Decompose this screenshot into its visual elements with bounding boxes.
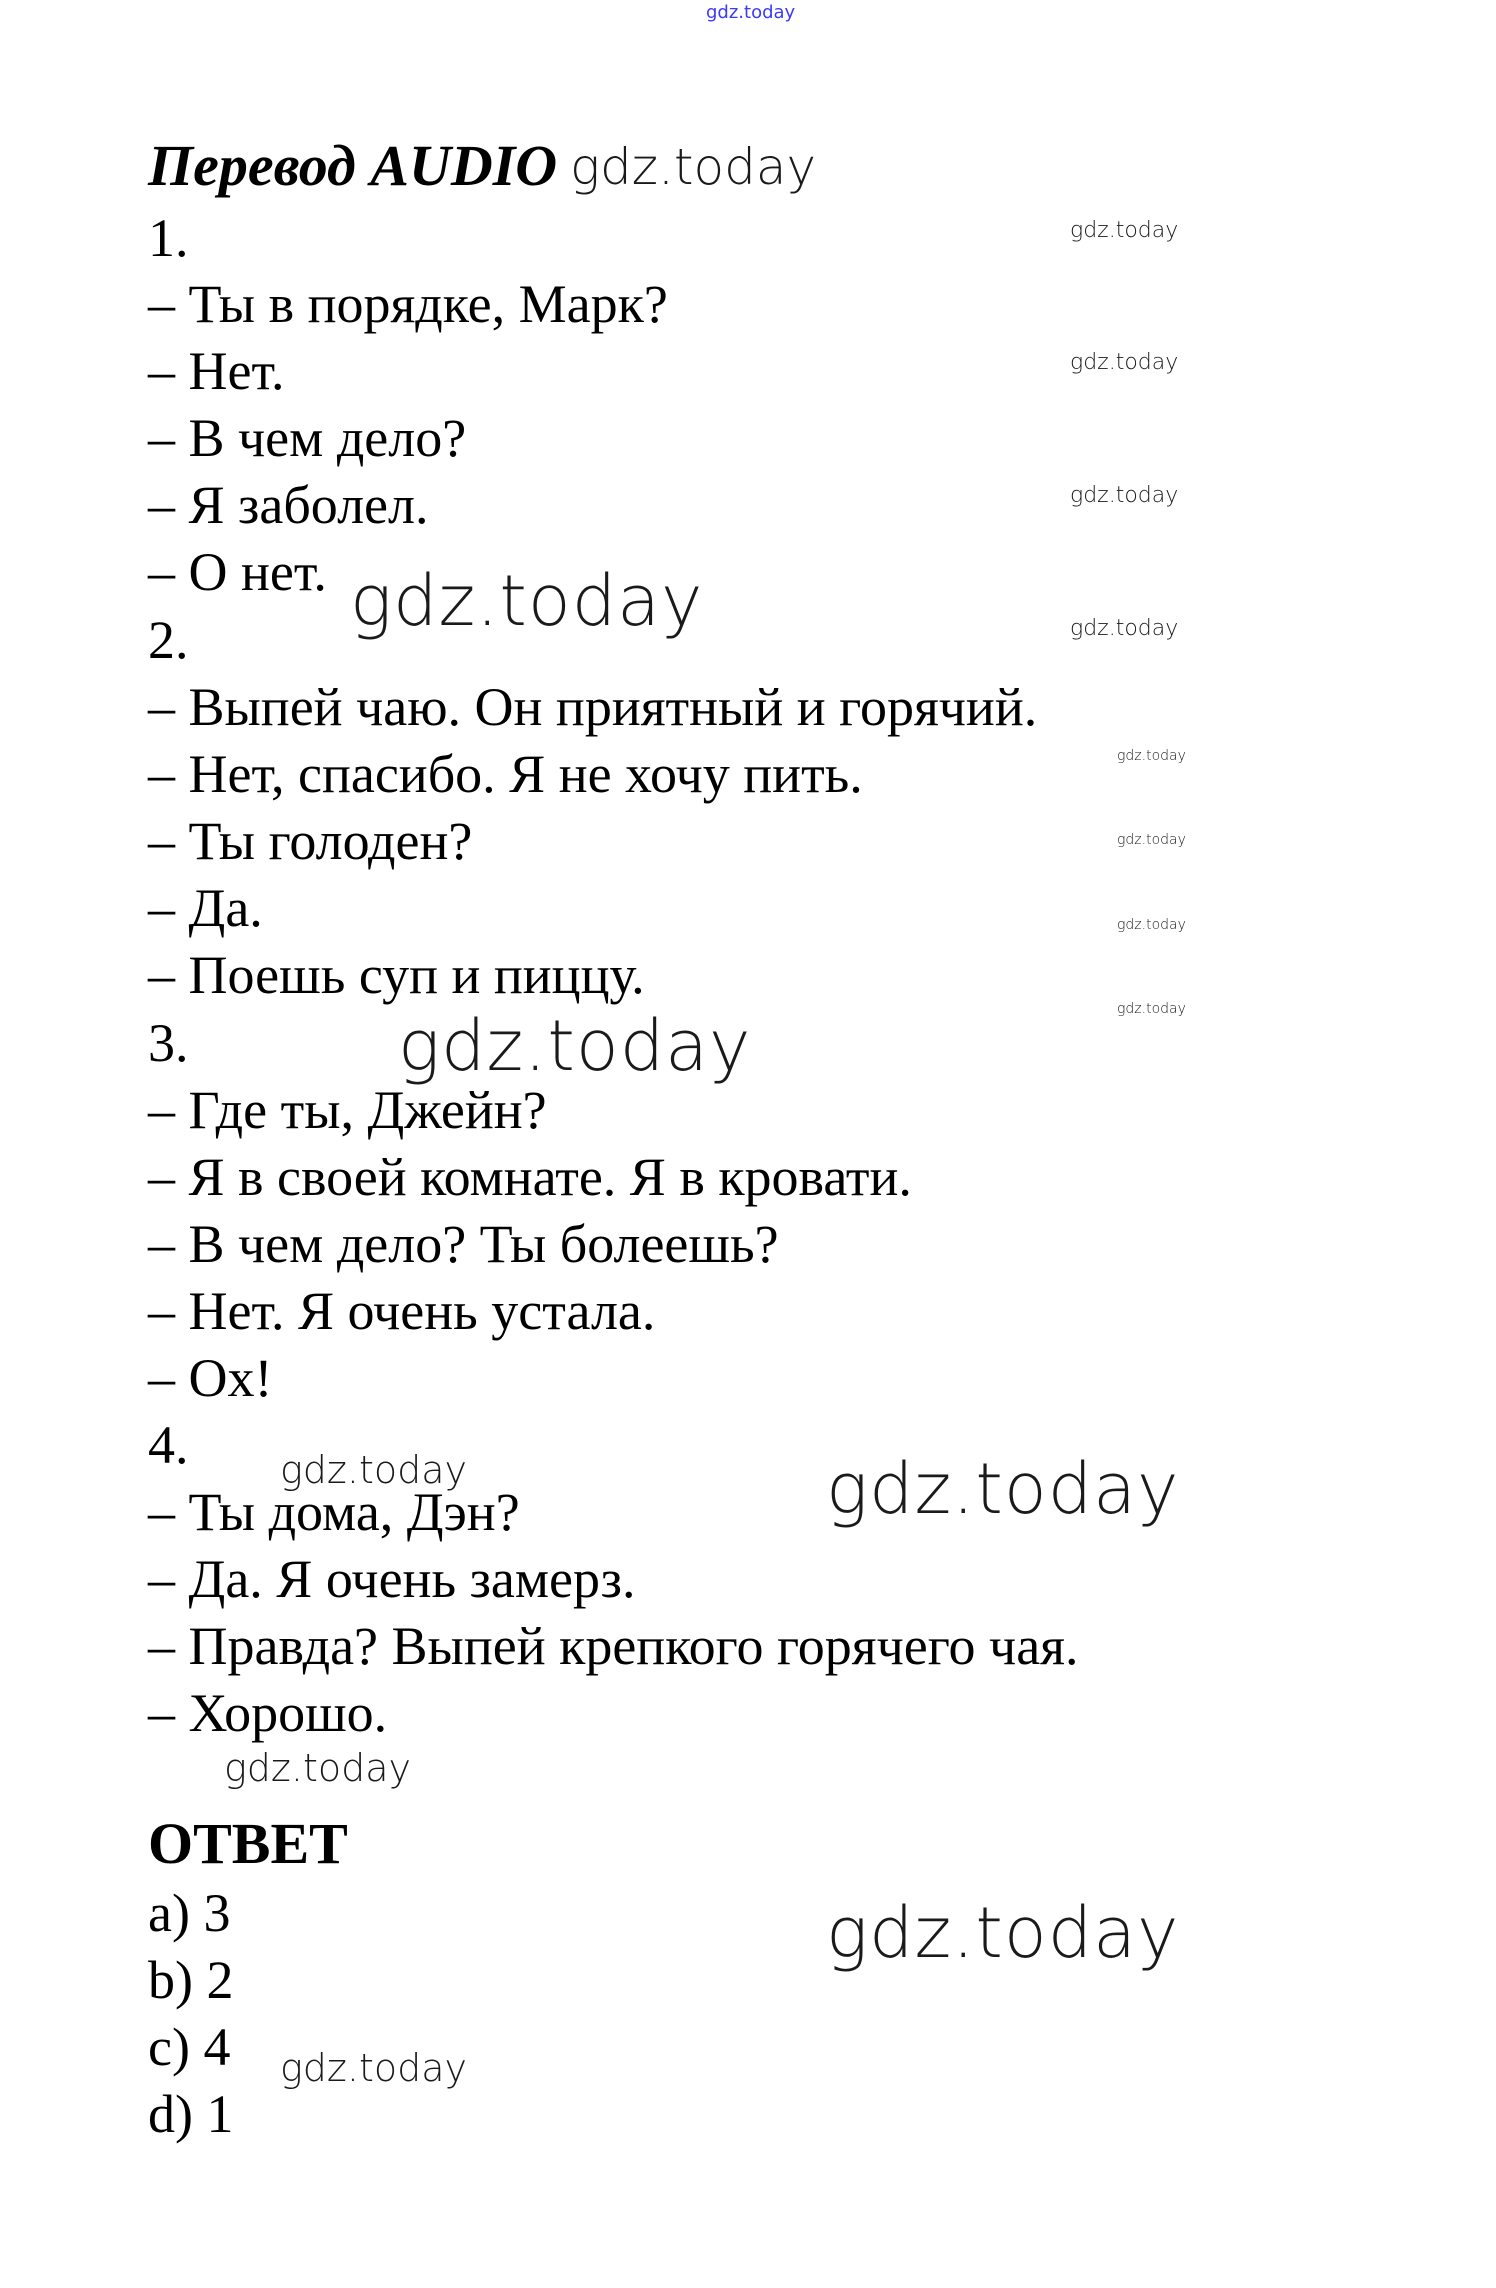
top-watermark: gdz.today bbox=[706, 2, 796, 23]
dialog-line: – Ты голоден? bbox=[148, 811, 473, 871]
dialog-line: – В чем дело? Ты болеешь? bbox=[148, 1214, 779, 1274]
watermark-text: gdz.today bbox=[826, 1892, 1180, 1974]
answer-item: a) 3 bbox=[148, 1883, 231, 1943]
watermark-text: gdz.today bbox=[280, 2046, 467, 2090]
dialog-line: – Ты в порядке, Марк? bbox=[148, 274, 668, 334]
watermark-text: gdz.today bbox=[570, 138, 817, 196]
watermark-text: gdz.today bbox=[1070, 616, 1179, 641]
answer-item: d) 1 bbox=[148, 2084, 234, 2144]
dialog-line: – Нет, спасибо. Я не хочу пить. bbox=[148, 744, 863, 804]
watermark-text: gdz.today bbox=[826, 1448, 1180, 1530]
dialog-number: 2. bbox=[148, 610, 189, 670]
answer-item: b) 2 bbox=[148, 1950, 234, 2010]
dialog-line: – Я заболел. bbox=[148, 475, 429, 535]
watermark-text: gdz.today bbox=[1117, 917, 1186, 933]
dialog-line: – Ты дома, Дэн? bbox=[148, 1482, 520, 1542]
watermark-text: gdz.today bbox=[224, 1746, 411, 1790]
page-title: Перевод AUDIO bbox=[148, 133, 558, 198]
dialog-line: – Правда? Выпей крепкого горячего чая. bbox=[148, 1616, 1079, 1676]
dialog-line: – Нет. bbox=[148, 341, 285, 401]
watermark-text: gdz.today bbox=[1117, 1001, 1186, 1017]
watermark-text: gdz.today bbox=[1070, 218, 1179, 243]
answer-heading: ОТВЕТ bbox=[148, 1811, 348, 1876]
dialog-line: – Да. Я очень замерз. bbox=[148, 1549, 636, 1609]
dialog-line: – Нет. Я очень устала. bbox=[148, 1281, 656, 1341]
dialog-line: – В чем дело? bbox=[148, 408, 467, 468]
answer-item: c) 4 bbox=[148, 2017, 231, 2077]
dialog-line: – Где ты, Джейн? bbox=[148, 1080, 547, 1140]
watermark-text: gdz.today bbox=[1070, 350, 1179, 375]
watermark-text: gdz.today bbox=[1117, 748, 1186, 764]
dialog-number: 3. bbox=[148, 1013, 189, 1073]
dialog-line: – Я в своей комнате. Я в кровати. bbox=[148, 1147, 912, 1207]
watermark-text: gdz.today bbox=[1070, 483, 1179, 508]
dialog-line: – Ох! bbox=[148, 1348, 273, 1408]
dialog-line: – Поешь суп и пиццу. bbox=[148, 945, 645, 1005]
dialog-number: 4. bbox=[148, 1415, 189, 1475]
watermark-text: gdz.today bbox=[1117, 832, 1186, 848]
watermark-text: gdz.today bbox=[280, 1448, 467, 1492]
dialog-line: – Хорошо. bbox=[148, 1683, 388, 1743]
watermark-text: gdz.today bbox=[350, 560, 704, 642]
dialog-line: – Выпей чаю. Он приятный и горячий. bbox=[148, 677, 1038, 737]
dialog-number: 1. bbox=[148, 208, 189, 268]
watermark-text: gdz.today bbox=[398, 1005, 752, 1087]
dialog-line: – О нет. bbox=[148, 542, 327, 602]
dialog-line: – Да. bbox=[148, 878, 263, 938]
